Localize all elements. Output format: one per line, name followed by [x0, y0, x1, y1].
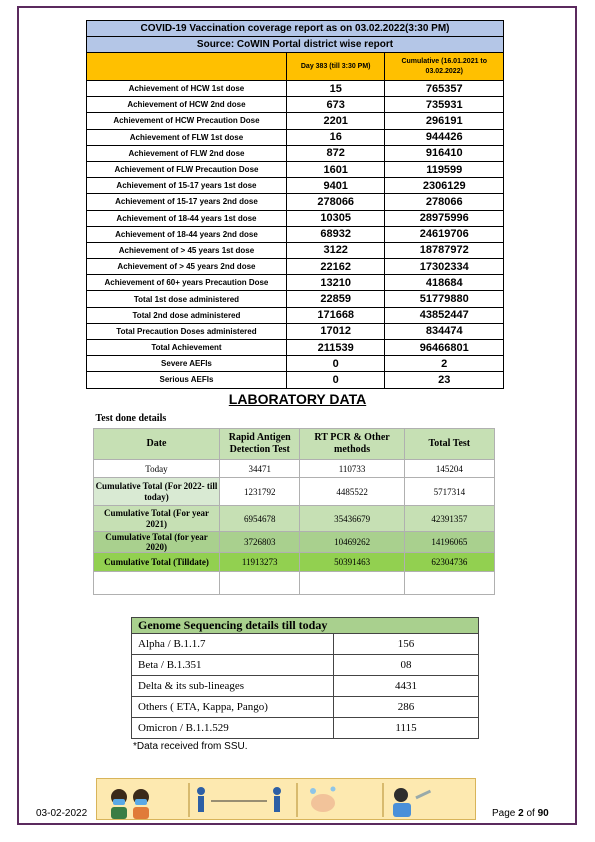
- genome-variant: Others ( ETA, Kappa, Pango): [132, 697, 334, 718]
- lab-caption: Test done details: [95, 413, 167, 424]
- row-cum: 296191: [385, 113, 504, 129]
- genome-table: [131, 617, 479, 739]
- genome-variant: Delta & its sub-lineages: [132, 676, 334, 697]
- row-label: Total 1st dose administered: [87, 291, 287, 307]
- row-label: Achievement of FLW 1st dose: [87, 129, 287, 145]
- row-label: Achievement of 18-44 years 2nd dose: [87, 226, 287, 242]
- row-label: Achievement of HCW 2nd dose: [87, 97, 287, 113]
- lab-row-date: Cumulative Total (Tilldate): [94, 553, 220, 572]
- row-day: 16: [286, 129, 385, 145]
- row-day: 0: [286, 356, 385, 372]
- lab-header-rtpcr: RT PCR & Other methods: [300, 429, 404, 460]
- row-day: 2201: [286, 113, 385, 129]
- row-label: Achievement of 15-17 years 2nd dose: [87, 194, 287, 210]
- row-cum: 24619706: [385, 226, 504, 242]
- header-day: Day 383 (till 3:30 PM): [286, 53, 385, 81]
- row-day: 673: [286, 97, 385, 113]
- row-day: 872: [286, 145, 385, 161]
- row-label: Total Achievement: [87, 340, 287, 356]
- lab-row-rat: 11913273: [219, 553, 300, 572]
- genome-count: 156: [334, 634, 479, 655]
- lab-empty-cell: [300, 572, 404, 595]
- row-cum: 17302334: [385, 259, 504, 275]
- vaccination-title: COVID-19 Vaccination coverage report as on 03.02.2022(3:30 PM): [87, 21, 504, 37]
- lab-row-rat: 6954678: [219, 506, 300, 532]
- row-label: Achievement of > 45 years 1st dose: [87, 242, 287, 258]
- banner-illustration: [97, 779, 477, 821]
- laboratory-title: LABORATORY DATA: [228, 391, 367, 407]
- lab-row-date: Cumulative Total (For 2022- till today): [94, 478, 220, 506]
- lab-row-rtpcr: 10469262: [300, 532, 404, 553]
- lab-row-rat: 34471: [219, 460, 300, 478]
- row-cum: 2306129: [385, 178, 504, 194]
- row-label: Achievement of > 45 years 2nd dose: [87, 259, 287, 275]
- row-day: 9401: [286, 178, 385, 194]
- row-cum: 28975996: [385, 210, 504, 226]
- lab-row-total: 62304736: [404, 553, 494, 572]
- laboratory-table: [93, 409, 495, 595]
- row-day: 15: [286, 81, 385, 97]
- row-cum: 23: [385, 372, 504, 388]
- lab-row-rtpcr: 50391463: [300, 553, 404, 572]
- row-label: Severe AEFIs: [87, 356, 287, 372]
- row-label: Achievement of FLW Precaution Dose: [87, 161, 287, 177]
- row-day: 1601: [286, 161, 385, 177]
- social-distance-icon: [197, 787, 281, 812]
- row-cum: 735931: [385, 97, 504, 113]
- row-cum: 765357: [385, 81, 504, 97]
- page-total: 90: [537, 808, 549, 819]
- genome-count: 4431: [334, 676, 479, 697]
- row-cum: 2: [385, 356, 504, 372]
- lab-row-rat: 3726803: [219, 532, 300, 553]
- lab-empty-cell: [219, 572, 300, 595]
- header-blank: [87, 53, 287, 81]
- row-cum: 96466801: [385, 340, 504, 356]
- row-label: Total Precaution Doses administered: [87, 323, 287, 339]
- row-cum: 418684: [385, 275, 504, 291]
- lab-row-date: Cumulative Total (for year 2020): [94, 532, 220, 553]
- vaccination-source: Source: CoWIN Portal district wise report: [87, 37, 504, 53]
- genome-variant: Beta / B.1.351: [132, 655, 334, 676]
- row-day: 211539: [286, 340, 385, 356]
- row-label: Achievement of 15-17 years 1st dose: [87, 178, 287, 194]
- lab-row-total: 14196065: [404, 532, 494, 553]
- row-day: 3122: [286, 242, 385, 258]
- row-label: Serious AEFIs: [87, 372, 287, 388]
- lab-row-rtpcr: 110733: [300, 460, 404, 478]
- lab-header-total: Total Test: [404, 429, 494, 460]
- row-day: 278066: [286, 194, 385, 210]
- lab-row-total: 145204: [404, 460, 494, 478]
- data-source-note: *Data received from SSU.: [133, 741, 248, 752]
- row-day: 0: [286, 372, 385, 388]
- lab-row-rtpcr: 35436679: [300, 506, 404, 532]
- lab-header-rat: Rapid Antigen Detection Test: [219, 429, 300, 460]
- lab-row-date: Today: [94, 460, 220, 478]
- lab-row-rtpcr: 4485522: [300, 478, 404, 506]
- page-word: Page: [492, 808, 516, 819]
- row-label: Achievement of HCW Precaution Dose: [87, 113, 287, 129]
- lab-row-date: Cumulative Total (For year 2021): [94, 506, 220, 532]
- row-day: 68932: [286, 226, 385, 242]
- row-day: 17012: [286, 323, 385, 339]
- row-day: 171668: [286, 307, 385, 323]
- masked-people-icon: [111, 789, 149, 819]
- row-cum: 43852447: [385, 307, 504, 323]
- row-day: 22859: [286, 291, 385, 307]
- vaccination-table: [86, 20, 504, 389]
- genome-count: 286: [334, 697, 479, 718]
- footer-date: 03-02-2022: [36, 808, 88, 819]
- row-label: Achievement of HCW 1st dose: [87, 81, 287, 97]
- lab-empty-cell: [404, 572, 494, 595]
- genome-count: 1115: [334, 718, 479, 739]
- covid-appropriate-behaviour-banner: [96, 778, 476, 820]
- genome-variant: Omicron / B.1.1.529: [132, 718, 334, 739]
- row-label: Achievement of 18-44 years 1st dose: [87, 210, 287, 226]
- lab-row-total: 5717314: [404, 478, 494, 506]
- row-day: 22162: [286, 259, 385, 275]
- page-of: of: [526, 808, 535, 819]
- row-cum: 916410: [385, 145, 504, 161]
- genome-variant: Alpha / B.1.1.7: [132, 634, 334, 655]
- lab-row-total: 42391357: [404, 506, 494, 532]
- row-label: Achievement of FLW 2nd dose: [87, 145, 287, 161]
- row-label: Total 2nd dose administered: [87, 307, 287, 323]
- page-current: 2: [518, 808, 524, 819]
- row-day: 10305: [286, 210, 385, 226]
- page-number: [492, 808, 549, 819]
- row-cum: 18787972: [385, 242, 504, 258]
- row-cum: 51779880: [385, 291, 504, 307]
- row-cum: 834474: [385, 323, 504, 339]
- row-label: Achievement of 60+ years Precaution Dose: [87, 275, 287, 291]
- lab-row-rat: 1231792: [219, 478, 300, 506]
- row-cum: 944426: [385, 129, 504, 145]
- hand-wash-icon: [310, 787, 336, 813]
- lab-header-date: Date: [94, 429, 220, 460]
- header-cumulative: Cumulative (16.01.2021 to 03.02.2022): [385, 53, 504, 81]
- vaccination-icon: [393, 788, 431, 817]
- genome-count: 08: [334, 655, 479, 676]
- row-cum: 278066: [385, 194, 504, 210]
- genome-title: Genome Sequencing details till today: [132, 618, 479, 634]
- row-cum: 119599: [385, 161, 504, 177]
- lab-empty-cell: [94, 572, 220, 595]
- row-day: 13210: [286, 275, 385, 291]
